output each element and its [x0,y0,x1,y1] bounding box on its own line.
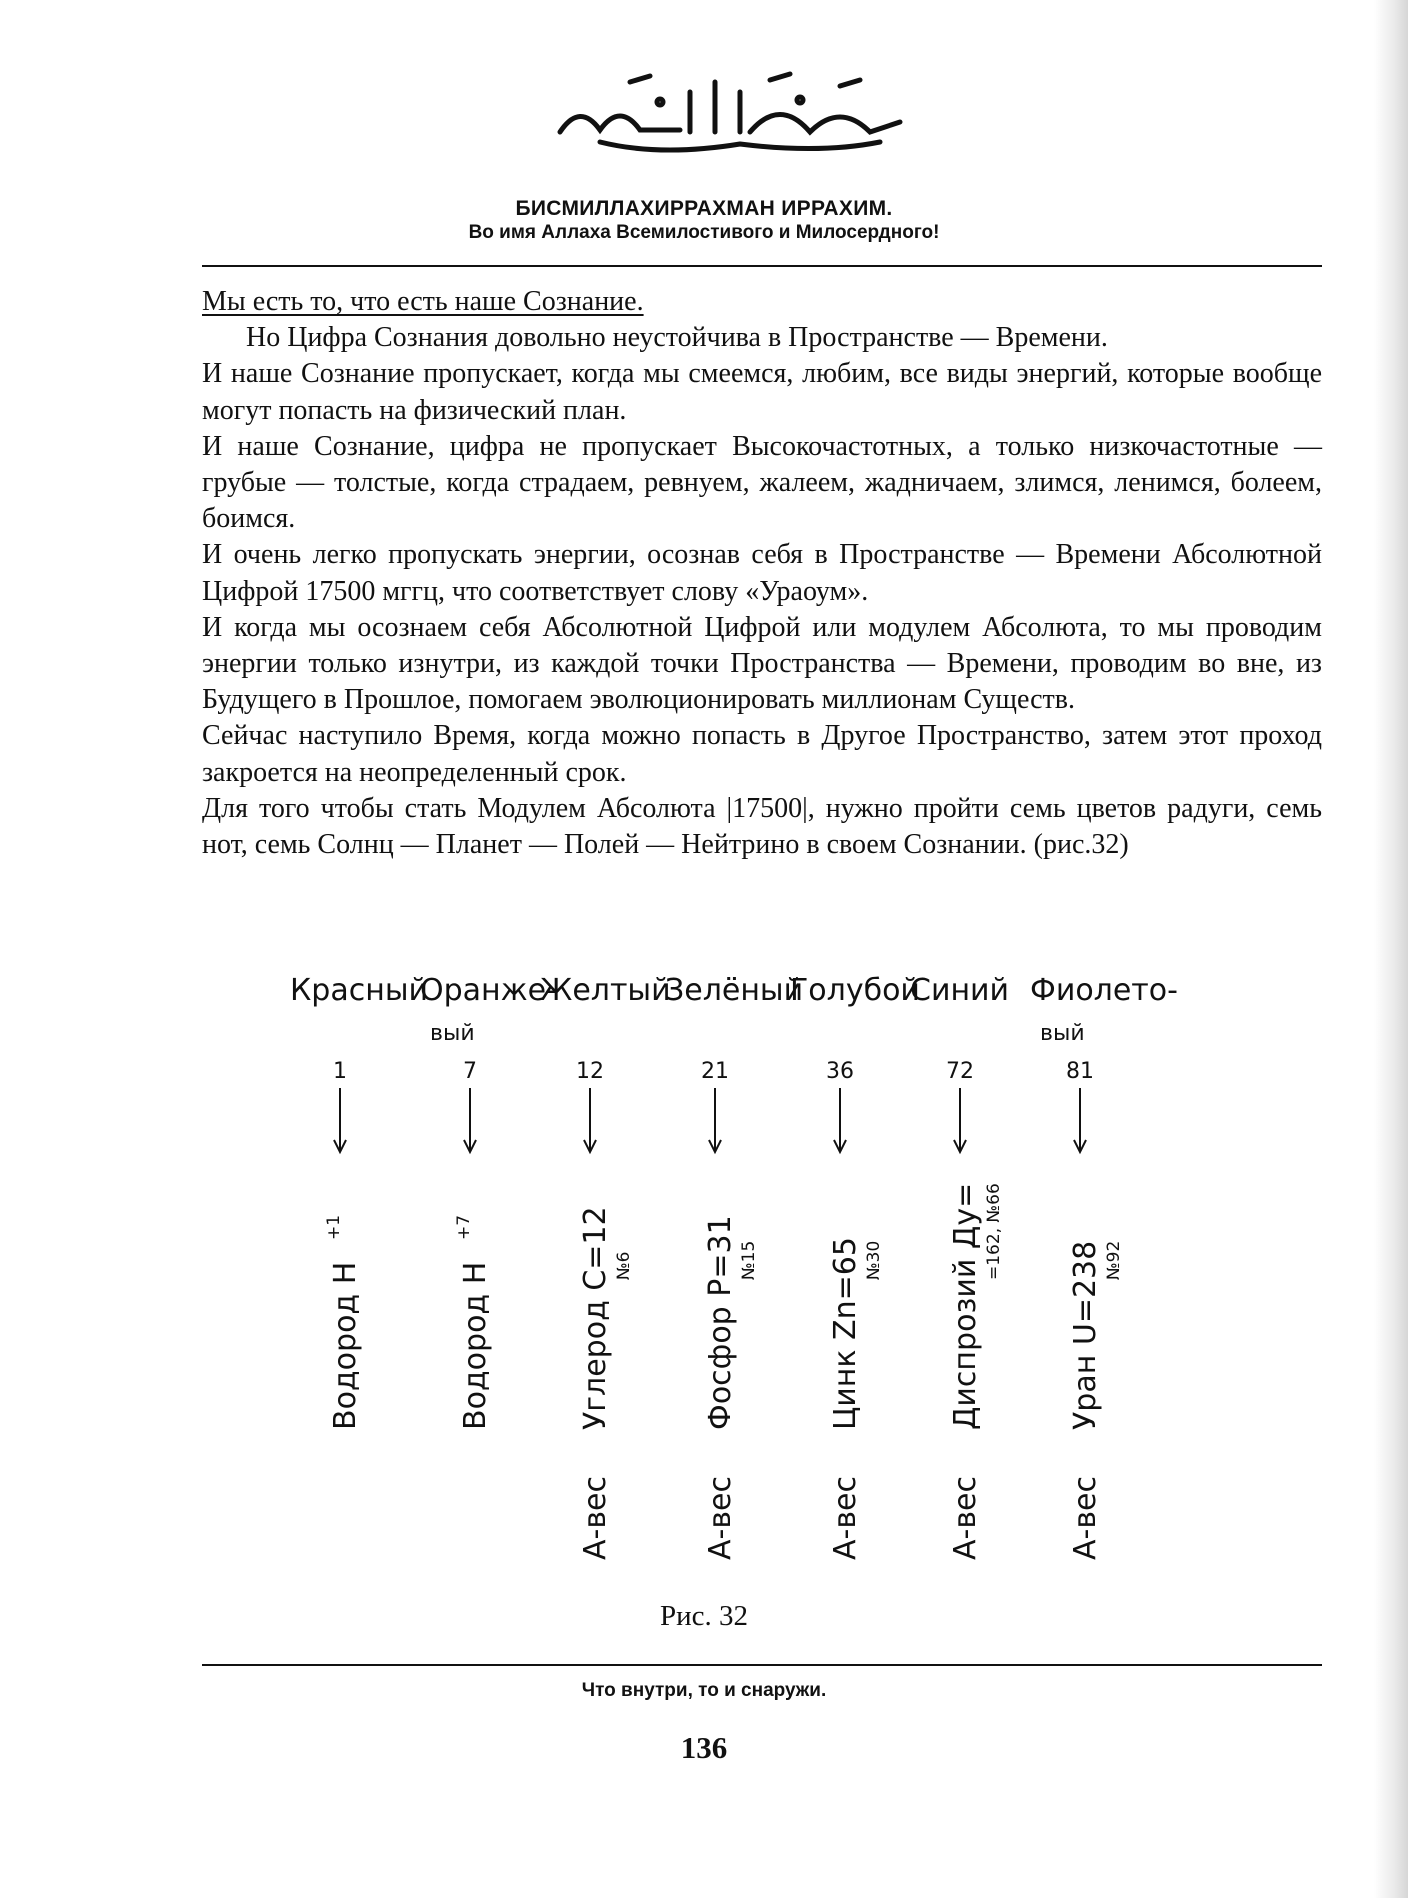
element-index: =162, №66 [984,1183,1004,1280]
atomic-weight-label: А-вес [703,1476,738,1560]
basmala-calligraphy [540,62,920,162]
element-label: Фосфор Р=31 [703,1215,738,1430]
element-label-group [454,1215,493,1430]
element-label-group [948,1183,1004,1430]
atomic-weight-label: А-вес [828,1476,863,1560]
paragraph: Для того чтобы стать Модулем Абсолюта |17500|, нужно пройти семь цветов радуги, семь нот, семь Солнц — Планет — Полей — Нейтрино в своем Сознании. (рис.32) [202,792,1322,861]
element-label: Водород Н [458,1261,493,1430]
atomic-weight-label: А-вес [578,1476,613,1560]
color-label: Фиолето- [1030,973,1178,1008]
footer-divider [202,1664,1322,1666]
weight-label-group [703,1476,738,1560]
color-label: Зелёный [665,973,804,1008]
element-superscript: +1 [324,1214,344,1240]
color-label: Синий [910,973,1010,1008]
frequency-number: 21 [701,1059,729,1084]
weight-label-group [578,1476,613,1560]
color-label: Голубой [790,973,920,1008]
page-number: 136 [680,1730,728,1765]
color-label: Желтый [540,973,671,1008]
paragraph: И когда мы осознаем себя Абсолютной Цифрой или модулем Абсолюта, то мы проводим энергии только изнутри, из каждой точки Пространства — Времени, проводим во вне, из Будущего в Прошлое, помогаем эволюционировать миллионам Существ. [202,611,1322,716]
element-index: №15 [739,1240,759,1280]
paragraph: И очень легко пропускать энергии, осознав себя в Пространстве — Времени Абсолютной Цифрой 17500 мггц, что соответствует слову «Ураоум». [202,539,1322,607]
element-superscript: +7 [454,1214,474,1240]
body-text [202,284,1322,863]
frequency-number: 7 [463,1059,477,1084]
color-label: Красный [290,973,429,1008]
figure-32-diagram [270,960,1270,1590]
paragraph: Но Цифра Сознания довольно неустойчива в Пространстве — Времени. [246,322,1108,354]
figure-caption: Рис. 32 [659,1600,749,1632]
element-label-group [578,1206,634,1430]
weight-label-group [1068,1476,1103,1560]
lead-line: Мы есть то, что есть наше Сознание. [202,286,644,317]
element-index: №92 [1104,1240,1124,1280]
element-label: Уран U=238 [1068,1240,1103,1430]
frequency-number: 36 [826,1059,854,1084]
paragraph: И наше Сознание, цифра не пропускает Высокочастотных, а только низкочастотные — грубые — толстые, когда страдаем, ревнуем, жалеем, жадничаем, злимся, ленимся, болеем, боимся. [202,430,1322,535]
element-label-group [703,1215,759,1430]
color-label-cont: вый [430,1021,475,1046]
frequency-number: 72 [946,1059,974,1084]
element-index: №30 [864,1240,884,1280]
header-title: БИСМИЛЛАХИРРАХМАН ИРРАХИМ. [515,197,893,220]
element-index: №6 [614,1251,634,1280]
weight-label-group [948,1476,983,1560]
header-subtitle: Во имя Аллаха Всемилостивого и Милосердного! [468,222,940,243]
element-label-group [324,1215,363,1430]
element-label: Углерод С=12 [578,1206,613,1430]
paragraph: Сейчас наступило Время, когда можно попасть в Другое Пространство, затем этот проход закроется на неопределенный срок. [202,720,1322,788]
paragraph: И наше Сознание пропускает, когда мы смеемся, любим, все виды энергий, которые вообще могут попасть на физический план. [202,358,1322,426]
color-label-cont: вый [1040,1021,1085,1046]
header-divider [202,265,1322,267]
frequency-number: 12 [576,1059,604,1084]
frequency-number: 1 [333,1059,347,1084]
atomic-weight-label: А-вес [948,1476,983,1560]
element-label-group [828,1237,884,1430]
color-label: Оранже- [420,973,557,1008]
footer-motto: Что внутри, то и снаружи. [581,1680,827,1701]
frequency-number: 81 [1066,1059,1094,1084]
element-label-group [1068,1241,1124,1430]
atomic-weight-label: А-вес [1068,1476,1103,1560]
element-label: Диспрозий Ду= [948,1182,983,1430]
weight-label-group [828,1476,863,1560]
element-label: Цинк Zn=65 [828,1237,863,1430]
element-label: Водород Н [328,1261,363,1430]
